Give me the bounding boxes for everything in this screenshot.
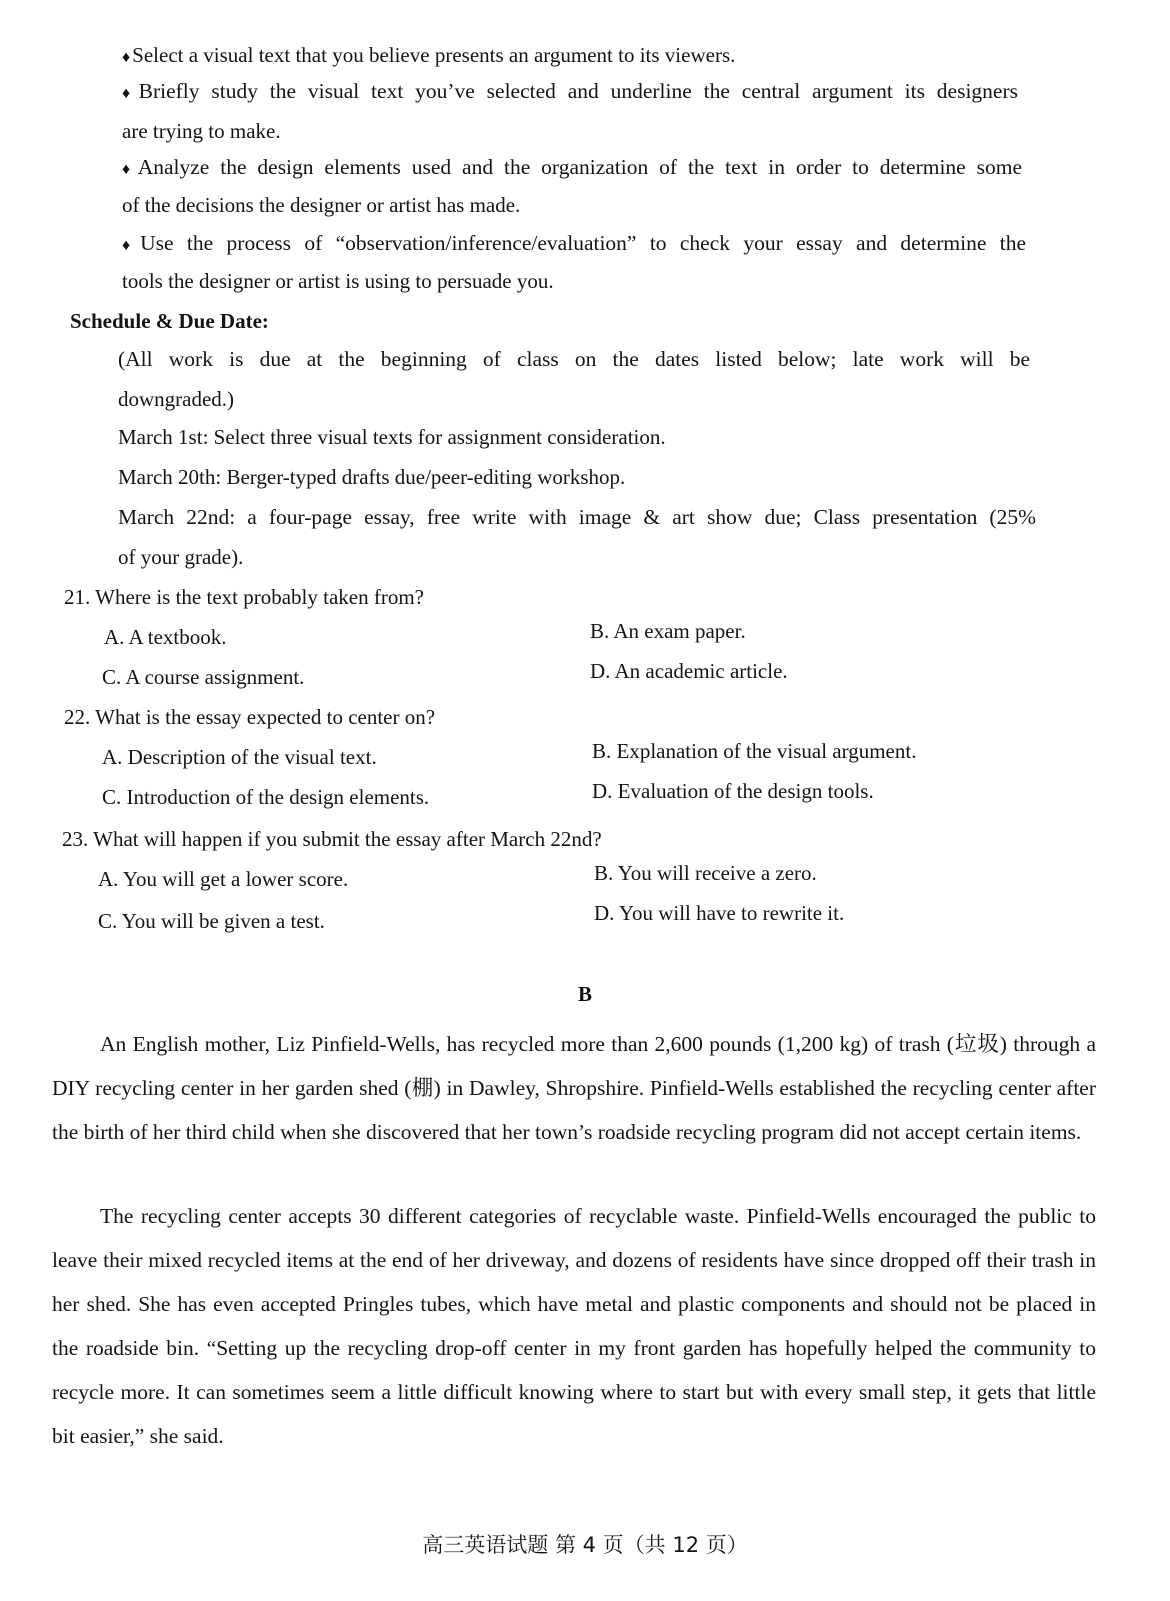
diamond-bullet-icon: ♦ [122, 85, 137, 102]
schedule-item-march-22-cont: of your grade). [118, 545, 244, 569]
question-21-option-c: C. A course assignment. [102, 665, 305, 689]
schedule-note: (All work is due at the beginning of class on the dates listed below; late work will be [118, 347, 1030, 371]
instruction-1: ♦Select a visual text that you believe presents an argument to its viewers. [122, 43, 736, 67]
schedule-note-cont: downgraded.) [118, 387, 235, 411]
question-22-stem: 22. What is the essay expected to center on? [64, 705, 436, 729]
instruction-2-cont: are trying to make. [122, 119, 281, 143]
instruction-4: ♦Use the process of “observation/inference/evaluation” to check your essay and determine the [122, 231, 1026, 255]
diamond-bullet-icon: ♦ [122, 237, 139, 254]
schedule-item-march-1: March 1st: Select three visual texts for assignment consideration. [118, 425, 666, 449]
section-b-paragraph-1: An English mother, Liz Pinfield-Wells, has recycled more than 2,600 pounds (1,200 kg) of trash (垃圾) through a DIY recycling center in her garden shed (棚) in Dawley, Shropshire. Pinfield-Wells established the recycling center after the birth of her third child when she discovered that her town’s roadside recycling program did not accept certain items. [52, 1032, 1096, 1144]
question-22-option-a: A. Description of the visual text. [102, 745, 377, 769]
instruction-3: ♦Analyze the design elements used and the organization of the text in order to determine some [122, 155, 1023, 179]
question-21-option-d: D. An academic article. [590, 659, 788, 683]
question-23-stem: 23. What will happen if you submit the essay after March 22nd? [62, 827, 602, 851]
instruction-4-cont: tools the designer or artist is using to persuade you. [122, 269, 554, 293]
page-footer: 高三英语试题 第 4 页（共 12 页） [422, 1533, 748, 1557]
question-21-stem: 21. Where is the text probably taken from? [64, 585, 424, 609]
question-22-option-b: B. Explanation of the visual argument. [592, 739, 917, 763]
instruction-2: ♦Briefly study the visual text you’ve selected and underline the central argument its designers [122, 79, 1018, 103]
question-23-option-a: A. You will get a lower score. [98, 867, 349, 891]
instruction-3-cont: of the decisions the designer or artist has made. [122, 193, 521, 217]
section-b-paragraph-2: The recycling center accepts 30 different categories of recyclable waste. Pinfield-Wells encouraged the public to leave their mixed recycled items at the end of her driveway, and dozens of residents have since dropped off their trash in her shed. She has even accepted Pringles tubes, which have metal and plastic components and should not be placed in the roadside bin. “Setting up the recycling drop-off center in my front garden has hopefully helped the community to recycle more. It can sometimes seem a little difficult knowing where to start but with every small step, it gets that little bit easier,” she said. [52, 1204, 1096, 1448]
question-22-option-d: D. Evaluation of the design tools. [592, 779, 874, 803]
schedule-item-march-22: March 22nd: a four-page essay, free write with image & art show due; Class presentation (25% [118, 505, 1036, 529]
question-23-option-d: D. You will have to rewrite it. [594, 901, 845, 925]
question-23-option-c: C. You will be given a test. [98, 909, 325, 933]
section-b-label: B [577, 982, 592, 1006]
question-22-option-c: C. Introduction of the design elements. [102, 785, 430, 809]
question-21-option-a: A. A textbook. [104, 625, 227, 649]
question-23-option-b: B. You will receive a zero. [594, 861, 817, 885]
diamond-bullet-icon: ♦ [122, 49, 131, 66]
question-21-option-b: B. An exam paper. [590, 619, 746, 643]
schedule-heading: Schedule & Due Date: [70, 309, 269, 333]
schedule-item-march-20: March 20th: Berger-typed drafts due/peer-editing workshop. [118, 465, 626, 489]
diamond-bullet-icon: ♦ [122, 161, 136, 178]
